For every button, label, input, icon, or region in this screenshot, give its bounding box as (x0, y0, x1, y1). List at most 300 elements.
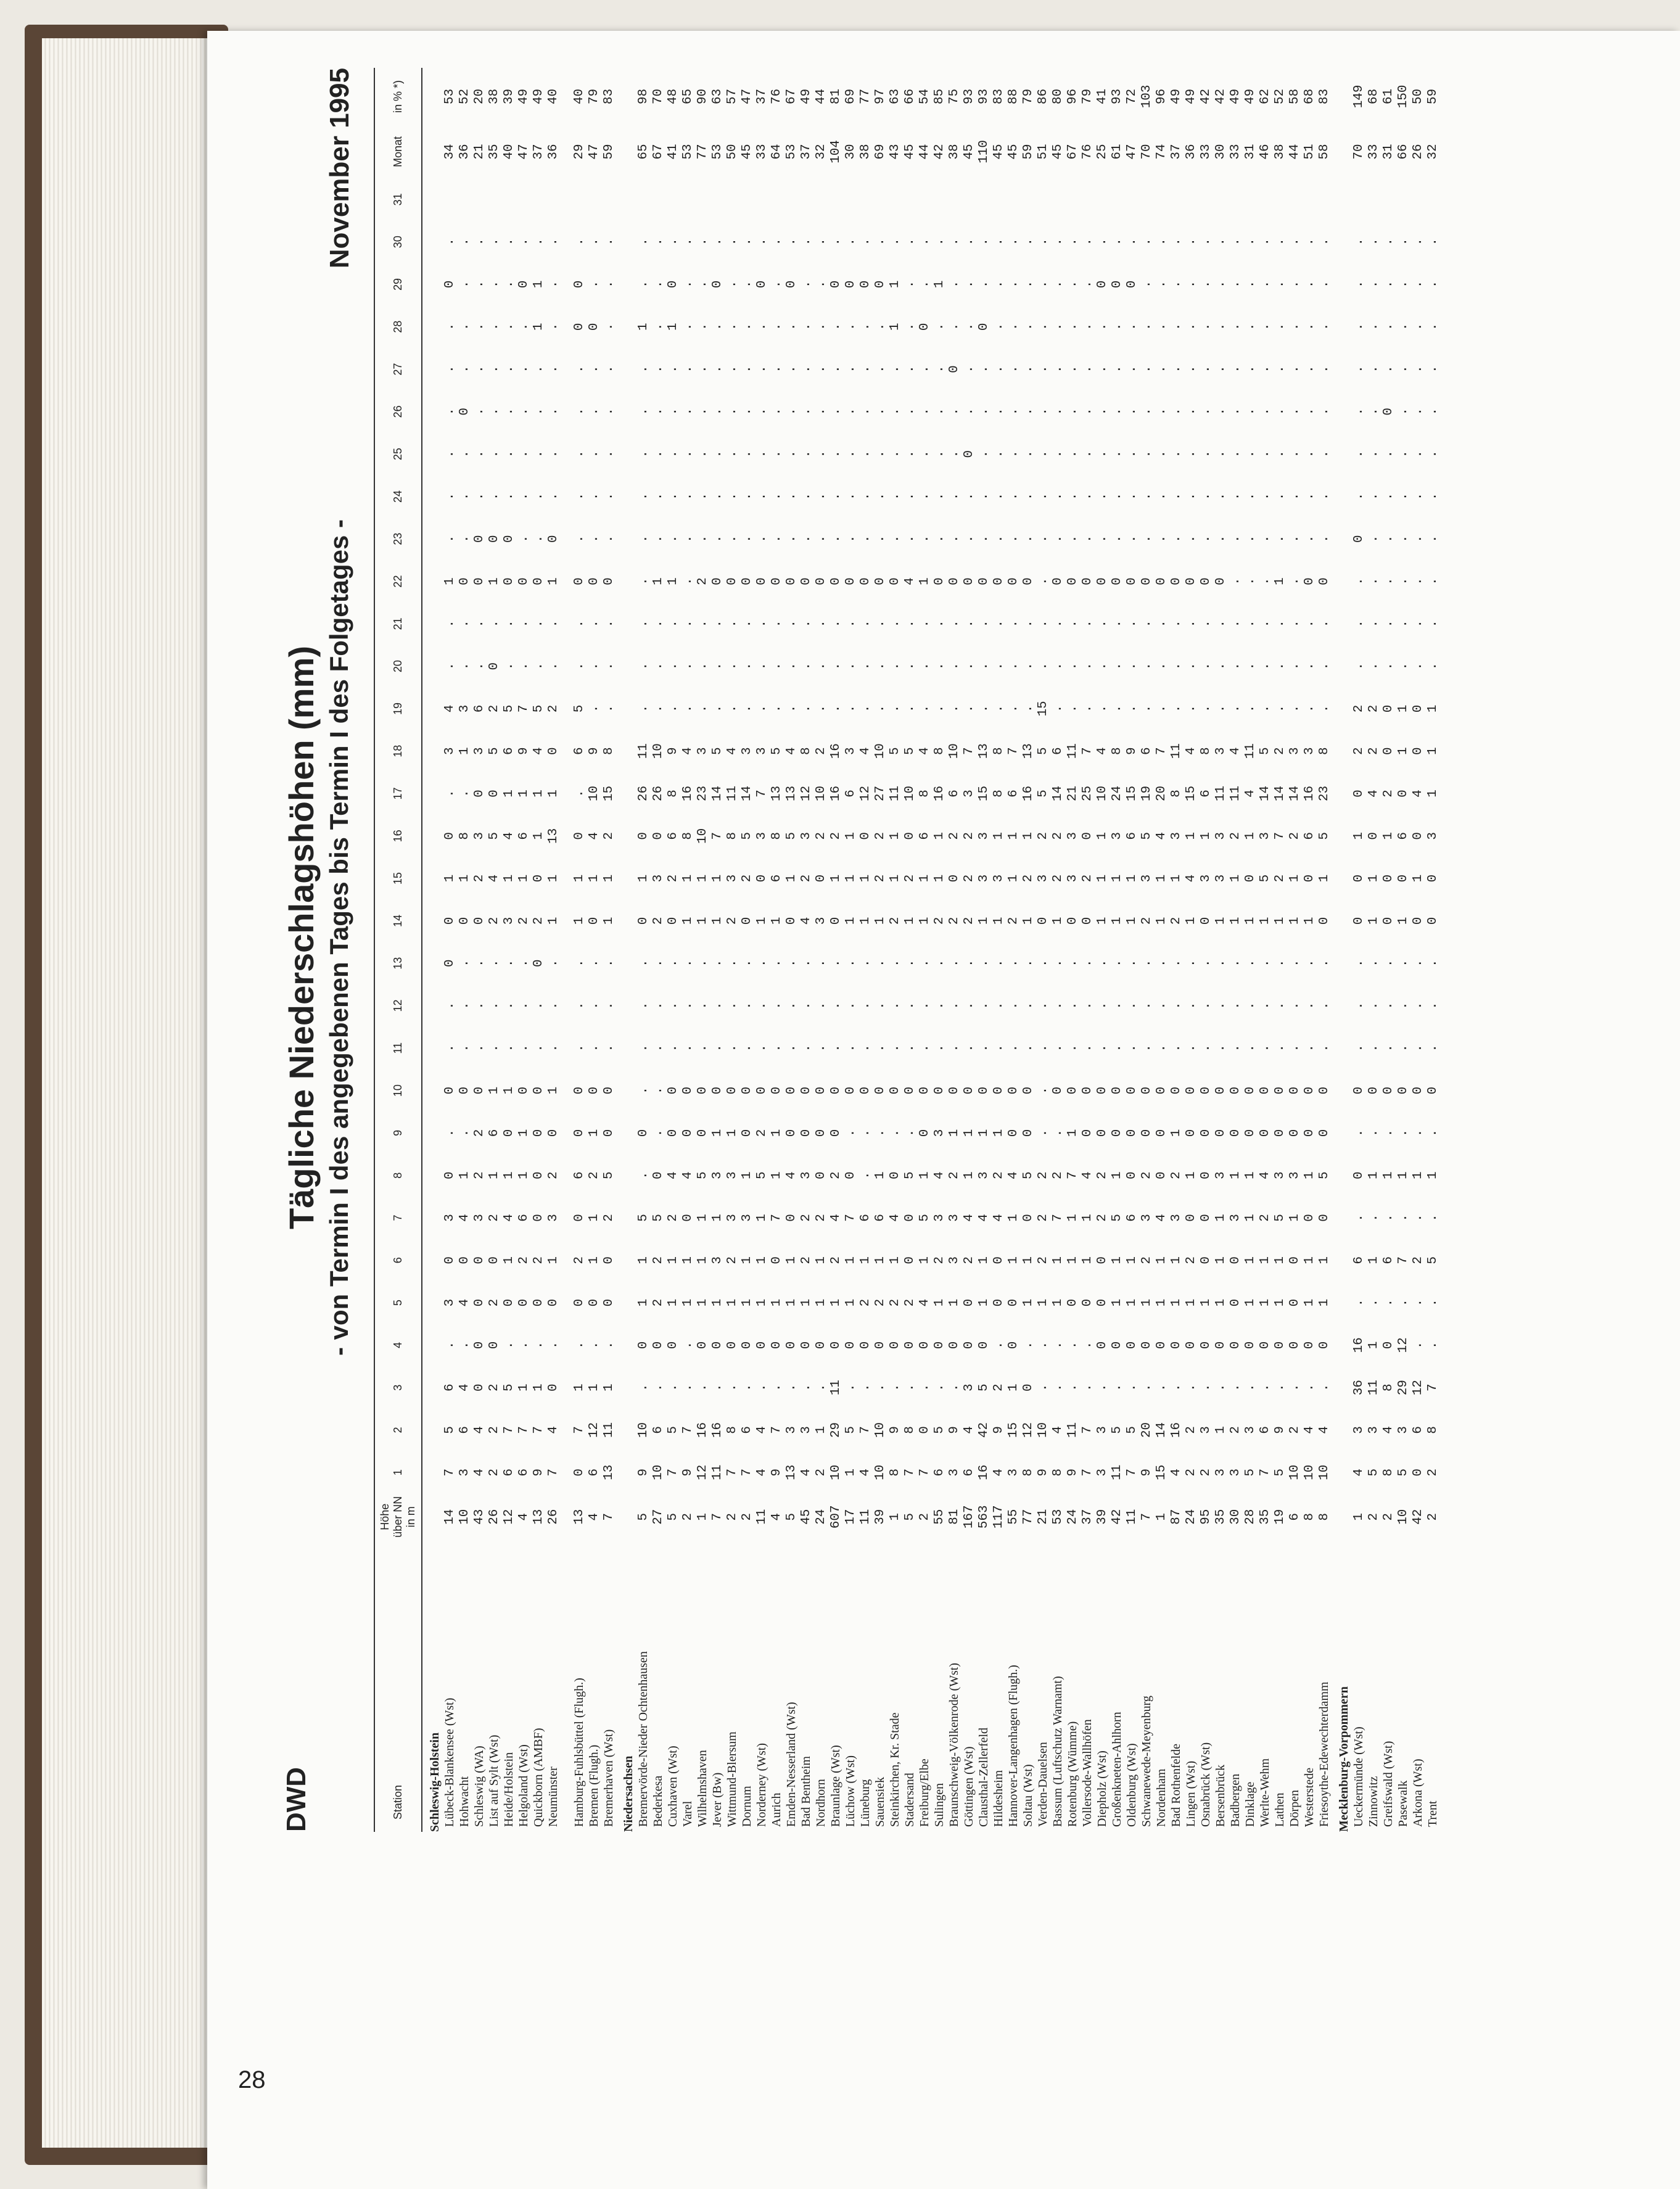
day-value: 2 (828, 1171, 843, 1179)
day-value: . (1351, 1002, 1366, 1010)
day-value: 6 (932, 1468, 947, 1477)
day-value: . (1366, 492, 1381, 501)
table-row (1381, 68, 1396, 1832)
day-value: 0 (754, 1341, 769, 1350)
day-value: . (1198, 237, 1213, 246)
day-value: 0 (636, 917, 651, 925)
day-value: . (516, 959, 531, 968)
day-value: 2 (1184, 1256, 1198, 1264)
day-value: . (1065, 1002, 1080, 1010)
day-value: . (1317, 408, 1332, 416)
station-name: Ueckermünde (Wst) (1351, 1726, 1365, 1827)
day-value: . (1258, 492, 1272, 501)
table-row (1036, 68, 1050, 1832)
day-value: 0 (487, 535, 501, 543)
day-value (917, 178, 932, 221)
day-value: . (1396, 408, 1410, 416)
day-value: . (1095, 662, 1110, 670)
day-value: 2 (902, 874, 917, 883)
day-value: 1 (843, 874, 858, 883)
day-value: . (873, 1002, 887, 1010)
table-row (1198, 68, 1213, 1832)
day-value: . (1050, 323, 1065, 331)
day-value: 26 (636, 785, 651, 802)
day-value: . (651, 492, 665, 501)
day-value: 5 (932, 1426, 947, 1434)
day-value: 2 (991, 1383, 1006, 1391)
day-value: . (636, 1086, 651, 1095)
day-value: . (1243, 1383, 1258, 1391)
day-value: 2 (1198, 1468, 1213, 1477)
day-value: 8 (1425, 1426, 1440, 1434)
day-value: 2 (887, 1298, 902, 1307)
day-value: 0 (1065, 917, 1080, 925)
day-value: 0 (531, 959, 546, 968)
day-value: . (531, 1044, 546, 1052)
day-value: 14 (710, 785, 725, 802)
day-value: 0 (487, 662, 501, 670)
day-value: . (695, 237, 710, 246)
day-value: . (680, 662, 695, 670)
day-column-header: 23 (374, 517, 422, 560)
day-value: . (601, 662, 616, 670)
month-total: 69 (873, 144, 887, 160)
day-value: 11 (601, 1422, 616, 1438)
day-value (501, 178, 516, 221)
day-value: 5 (1110, 1426, 1124, 1434)
day-value: 1 (1065, 1129, 1080, 1137)
day-value: . (1154, 1002, 1169, 1010)
day-value: . (1050, 1002, 1065, 1010)
day-value: . (1258, 1383, 1272, 1391)
day-value (546, 178, 561, 221)
day-value: . (695, 959, 710, 968)
day-value: 0 (799, 1129, 813, 1137)
day-value: . (487, 1044, 501, 1052)
day-value: 1 (1317, 874, 1332, 883)
day-value: . (769, 280, 784, 289)
day-value: . (680, 323, 695, 331)
day-value: 7 (680, 1426, 695, 1434)
day-value: . (1410, 1214, 1425, 1222)
day-value: . (1065, 1044, 1080, 1052)
day-value: 0 (843, 280, 858, 289)
day-value: . (1396, 620, 1410, 628)
day-value: . (769, 1044, 784, 1052)
day-value: 0 (601, 1298, 616, 1307)
day-value: 1 (1198, 832, 1213, 840)
page-subtitle: - von Termin I des angegebenen Tages bis Termin I des Folgetages - (324, 519, 353, 1356)
day-value: 1 (1243, 1214, 1258, 1222)
day-value: . (813, 365, 828, 373)
day-value: 1 (1272, 577, 1287, 585)
day-value: . (457, 492, 472, 501)
day-value: 1 (442, 874, 457, 883)
day-value: . (828, 704, 843, 713)
day-value: . (799, 450, 813, 458)
day-value (1065, 178, 1080, 221)
day-value: . (754, 662, 769, 670)
day-value: 9 (769, 1468, 784, 1477)
day-value: . (813, 1044, 828, 1052)
day-value: . (665, 535, 680, 543)
day-value: . (546, 365, 561, 373)
day-value: 1 (457, 1171, 472, 1179)
day-column-header: 22 (374, 560, 422, 603)
day-value: 16 (828, 743, 843, 759)
day-value: . (442, 492, 457, 501)
day-value: 0 (1243, 1129, 1258, 1137)
station-name: Osnabrück (Wst) (1198, 1742, 1213, 1827)
day-value: . (1184, 1383, 1198, 1391)
day-value: . (636, 492, 651, 501)
day-value: . (546, 237, 561, 246)
station-name: Bassum (Luftschutz Warnamt) (1050, 1676, 1064, 1827)
day-value: 0 (531, 577, 546, 585)
document-page (207, 31, 1680, 2189)
table-row (1258, 68, 1272, 1832)
day-value: 1 (516, 1171, 531, 1179)
day-value: 6 (858, 1214, 873, 1222)
day-value (799, 178, 813, 221)
percent-value: 69 (843, 88, 858, 105)
day-value (961, 178, 976, 221)
day-value: 1 (695, 1256, 710, 1264)
day-value: 0 (917, 323, 932, 331)
day-value: . (1006, 237, 1021, 246)
station-height: 2 (739, 1513, 754, 1521)
day-value: . (1317, 492, 1332, 501)
day-value: . (1021, 365, 1036, 373)
day-value (1302, 178, 1317, 221)
day-value: . (799, 959, 813, 968)
day-value: . (1139, 662, 1154, 670)
day-value: 0 (1366, 1086, 1381, 1095)
day-value: . (1036, 535, 1050, 543)
day-value: 0 (858, 280, 873, 289)
day-value: 0 (1396, 789, 1410, 798)
day-value: . (976, 1002, 991, 1010)
day-value: . (636, 1383, 651, 1391)
day-value (902, 178, 917, 221)
day-value: . (1351, 959, 1366, 968)
day-value: . (710, 535, 725, 543)
day-value: . (947, 620, 961, 628)
day-value: 12 (1410, 1380, 1425, 1396)
day-value: . (516, 1002, 531, 1010)
day-value: . (1095, 323, 1110, 331)
day-value: 3 (1213, 747, 1228, 756)
station-name: Freiburg/Elbe (917, 1758, 931, 1827)
day-value: 4 (784, 747, 799, 756)
day-value (1287, 178, 1302, 221)
day-value: . (1396, 450, 1410, 458)
day-value: 0 (1198, 1214, 1213, 1222)
day-value: 0 (961, 577, 976, 585)
day-value (651, 178, 665, 221)
day-value: . (873, 365, 887, 373)
day-value: . (1213, 365, 1228, 373)
day-value: . (1287, 620, 1302, 628)
day-value: . (1287, 408, 1302, 416)
table-row (710, 68, 725, 1832)
day-value: . (572, 789, 587, 798)
day-value: . (725, 1044, 739, 1052)
day-value: 2 (799, 874, 813, 883)
day-value: 7 (917, 1468, 932, 1477)
day-value: . (725, 704, 739, 713)
day-value: 1 (531, 1383, 546, 1391)
station-name: Nordhorn (813, 1779, 828, 1827)
day-value: 4 (487, 874, 501, 883)
day-value: . (680, 959, 695, 968)
day-value: 0 (601, 577, 616, 585)
day-value: . (1396, 535, 1410, 543)
day-value: . (651, 365, 665, 373)
day-value: . (587, 408, 601, 416)
day-value: . (1139, 450, 1154, 458)
day-value: 10 (695, 828, 710, 844)
station-height: 6 (1287, 1513, 1302, 1521)
day-value: . (1381, 959, 1396, 968)
station-name: Stadersand (902, 1773, 916, 1827)
day-value: 0 (516, 280, 531, 289)
percent-value: 42 (1198, 88, 1213, 105)
day-column-header: 5 (374, 1282, 422, 1324)
day-value: 3 (725, 1171, 739, 1179)
day-value: 2 (725, 917, 739, 925)
day-value: . (1381, 1044, 1396, 1052)
day-value: . (1050, 237, 1065, 246)
day-value: 0 (799, 1086, 813, 1095)
day-value: 3 (1351, 1426, 1366, 1434)
day-value: . (1425, 1129, 1440, 1137)
day-value: . (1287, 577, 1302, 585)
day-value: . (695, 620, 710, 628)
day-value: 4 (858, 747, 873, 756)
day-value: 1 (917, 1256, 932, 1264)
day-value: 4 (961, 1426, 976, 1434)
day-value: . (1366, 323, 1381, 331)
percent-value: 58 (1287, 88, 1302, 105)
day-value: 15 (601, 785, 616, 802)
day-value: 0 (739, 1341, 754, 1350)
station-height: 28 (1243, 1509, 1258, 1525)
day-value: . (1184, 535, 1198, 543)
day-value: 0 (1213, 1129, 1228, 1137)
month-total: 41 (665, 144, 680, 160)
day-value: . (695, 365, 710, 373)
day-value: . (813, 1383, 828, 1391)
day-value: 3 (799, 832, 813, 840)
day-value: . (1381, 323, 1396, 331)
day-value: . (1095, 237, 1110, 246)
day-value: 5 (1425, 1256, 1440, 1264)
day-value (784, 178, 799, 221)
day-value: 2 (487, 1214, 501, 1222)
day-value: 1 (1154, 917, 1169, 925)
day-value: . (572, 620, 587, 628)
day-value: . (587, 620, 601, 628)
month-total: 37 (799, 144, 813, 160)
day-value: . (1317, 323, 1332, 331)
day-value: 0 (739, 917, 754, 925)
day-value: . (725, 959, 739, 968)
station-height: 24 (813, 1509, 828, 1525)
day-value: 1 (799, 1298, 813, 1307)
day-value: 0 (472, 1086, 487, 1095)
day-value (887, 178, 902, 221)
day-value: 0 (1213, 577, 1228, 585)
day-value: . (784, 1383, 799, 1391)
day-value: . (887, 959, 902, 968)
day-value: . (1287, 1383, 1302, 1391)
day-value: . (1124, 492, 1139, 501)
day-value: . (587, 704, 601, 713)
day-value: . (531, 620, 546, 628)
day-value: . (1425, 1341, 1440, 1350)
day-value: 16 (1169, 1422, 1184, 1438)
day-value: 0 (754, 577, 769, 585)
day-value: . (1425, 1044, 1440, 1052)
day-value: . (1036, 323, 1050, 331)
day-value: . (1110, 323, 1124, 331)
day-value: . (1410, 620, 1425, 628)
day-value: . (1410, 365, 1425, 373)
day-value: . (1006, 408, 1021, 416)
day-value: . (991, 704, 1006, 713)
day-value: . (843, 1002, 858, 1010)
day-value: 0 (572, 1468, 587, 1477)
day-value: . (587, 959, 601, 968)
day-value: 0 (976, 577, 991, 585)
day-value: 0 (1110, 1341, 1124, 1350)
day-value: . (665, 237, 680, 246)
day-value: . (739, 1044, 754, 1052)
day-value: 0 (1080, 1298, 1095, 1307)
station-name: Cuxhaven (Wst) (665, 1746, 680, 1827)
day-value: 4 (1381, 1426, 1396, 1434)
day-value: . (858, 1044, 873, 1052)
day-value: 9 (947, 1426, 961, 1434)
day-value: . (1021, 662, 1036, 670)
day-value: . (695, 704, 710, 713)
day-value: . (1110, 492, 1124, 501)
day-value: . (665, 1044, 680, 1052)
day-value: 5 (1272, 1468, 1287, 1477)
table-row (680, 68, 695, 1832)
day-column-header: 18 (374, 730, 422, 772)
day-value: 1 (1036, 1298, 1050, 1307)
day-value: 0 (1198, 1129, 1213, 1137)
day-column-header: 12 (374, 984, 422, 1027)
day-value: . (1139, 1044, 1154, 1052)
day-value: 5 (601, 1171, 616, 1179)
day-value: . (1036, 280, 1050, 289)
day-value: 0 (1396, 1086, 1410, 1095)
day-value: 0 (472, 789, 487, 798)
day-value (1228, 178, 1243, 221)
day-value: 0 (1124, 577, 1139, 585)
day-value: 0 (902, 1341, 917, 1350)
day-value: . (1154, 408, 1169, 416)
day-value: . (1021, 1002, 1036, 1010)
day-value: . (754, 1002, 769, 1010)
day-value: 0 (1272, 1129, 1287, 1137)
day-value: . (710, 408, 725, 416)
day-value: . (651, 662, 665, 670)
table-row (991, 68, 1006, 1832)
day-value: . (932, 492, 947, 501)
day-value: . (1198, 959, 1213, 968)
day-value: 11 (1065, 1422, 1080, 1438)
day-value: . (1036, 1086, 1050, 1095)
day-value: . (1065, 323, 1080, 331)
day-value: . (887, 662, 902, 670)
day-value: 1 (843, 917, 858, 925)
day-value: . (887, 365, 902, 373)
day-value: . (873, 1383, 887, 1391)
month-total: 53 (680, 144, 695, 160)
station-height: 10 (457, 1509, 472, 1525)
day-value: . (1410, 1129, 1425, 1137)
day-value: 1 (572, 1383, 587, 1391)
day-value: 0 (665, 1129, 680, 1137)
day-value: 0 (1080, 1086, 1095, 1095)
day-value: 4 (472, 1426, 487, 1434)
day-value: . (873, 662, 887, 670)
day-value: . (754, 1044, 769, 1052)
day-value: . (1036, 237, 1050, 246)
day-value: . (843, 704, 858, 713)
day-value: 1 (680, 1256, 695, 1264)
day-value: . (531, 535, 546, 543)
day-value: 4 (976, 1214, 991, 1222)
station-name: Bederkesa (651, 1775, 665, 1827)
day-value: 0 (1258, 1341, 1272, 1350)
day-value: . (739, 704, 754, 713)
day-value: 1 (1006, 1383, 1021, 1391)
day-value: 0 (572, 577, 587, 585)
day-value: 1 (665, 1298, 680, 1307)
day-value: . (1050, 365, 1065, 373)
table-row (1080, 68, 1095, 1832)
month-total: 26 (1410, 144, 1425, 160)
day-value: . (1139, 237, 1154, 246)
day-value: . (1080, 620, 1095, 628)
day-value: 0 (843, 577, 858, 585)
day-value: 3 (739, 1214, 754, 1222)
table-row (902, 68, 917, 1832)
station-height: 2 (680, 1513, 695, 1521)
day-value: 1 (1302, 917, 1317, 925)
day-value: . (932, 237, 947, 246)
day-value: 0 (1080, 577, 1095, 585)
day-value (873, 178, 887, 221)
day-value: . (858, 1002, 873, 1010)
month-total: 64 (769, 144, 784, 160)
day-value: . (1228, 492, 1243, 501)
day-value: 6 (1381, 1256, 1396, 1264)
month-total: 59 (601, 144, 616, 160)
day-value: . (902, 280, 917, 289)
day-value: . (784, 237, 799, 246)
day-value: 2 (1036, 1214, 1050, 1222)
day-value: 2 (1287, 1426, 1302, 1434)
day-value: 0 (1050, 577, 1065, 585)
day-value: . (887, 1002, 902, 1010)
day-value: 1 (917, 577, 932, 585)
